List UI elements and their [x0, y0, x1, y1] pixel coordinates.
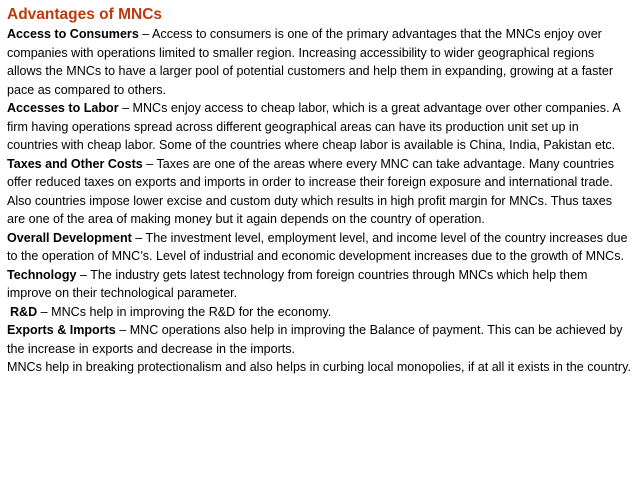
- paragraph-text: – MNCs help in improving the R&D for the economy.: [37, 304, 332, 319]
- paragraph-text: – MNC operations also help in improving the Balance of payment. This can be achieved by the increase in exports and decrease in the imports.: [7, 323, 623, 356]
- term-heading: R&D: [10, 304, 38, 319]
- slide-body: [7, 25, 632, 377]
- term-heading: Accesses to Labor: [7, 101, 119, 115]
- paragraph-technology: [7, 266, 632, 303]
- slide-title: Advantages of MNCs: [7, 6, 163, 23]
- paragraph-r-and-d: [7, 303, 632, 322]
- paragraph-exports-and-imports: [7, 321, 632, 358]
- paragraph-text: MNCs help in breaking protectionalism and also helps in curbing local monopolies, if at all it exists in the country.: [7, 360, 631, 374]
- paragraph-protectionalism: [7, 358, 632, 377]
- paragraph-access-to-labor: [7, 99, 632, 155]
- paragraph-overall-development: [7, 229, 632, 266]
- paragraph-access-to-consumers: [7, 25, 632, 99]
- paragraph-text: – MNCs enjoy access to cheap labor, which is a great advantage over other companies. A firm having operations spread across different geographical areas can have its production unit set up in countries with cheap labor. Some of the countries where cheap labor is available is China, India, Pakistan etc.: [7, 101, 621, 152]
- paragraph-text: – The investment level, employment level, and income level of the country increases due to the operation of MNC’s. Level of industrial and economic development increases due to the growth of MNCs.: [7, 230, 628, 263]
- paragraph-text: – Taxes are one of the areas where every MNC can take advantage. Many countries offer reduced taxes on exports and imports in order to increase their foreign exposure and international trade. Also countries impose lower excise and custom duty which results in high profit margin for MNCs. Thus taxes are one of the area of making money but it again depends on the country of operation.: [7, 156, 614, 226]
- term-heading: Access to Consumers: [7, 27, 139, 41]
- term-heading: Overall Development: [7, 230, 132, 245]
- term-heading: Exports & Imports: [7, 323, 116, 337]
- term-heading: Technology: [7, 267, 77, 282]
- paragraph-taxes-and-other-costs: [7, 155, 632, 229]
- paragraph-text: – Access to consumers is one of the primary advantages that the MNCs enjoy over companies with operations limited to smaller region. Increasing accessibility to wider geographical regions allows the MNCs to have a larger pool of potential customers and help them in expanding, growing at a faster pace as compared to others.: [7, 27, 614, 97]
- paragraph-text: – The industry gets latest technology from foreign countries through MNCs which help them improve on their technological parameter.: [7, 267, 588, 300]
- term-heading: Taxes and Other Costs: [7, 156, 143, 171]
